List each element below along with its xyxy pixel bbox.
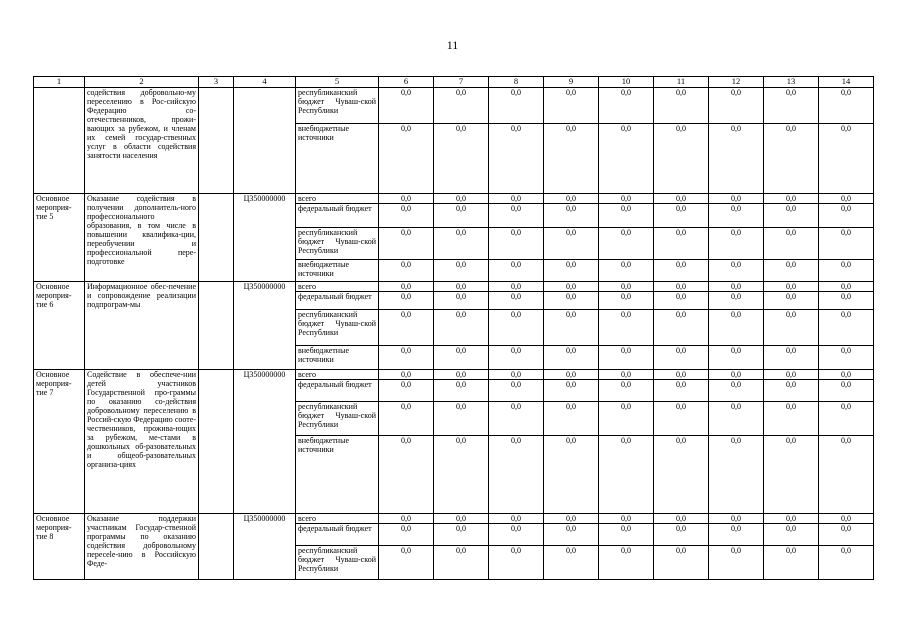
value-cell: 0,0: [379, 310, 434, 346]
value-cell: 0,0: [379, 524, 434, 546]
value-cell: 0,0: [434, 292, 489, 310]
header-row: [34, 77, 874, 88]
value-cell: 0,0: [819, 346, 874, 370]
value-cell: 0,0: [599, 514, 654, 524]
value-cell: 0,0: [379, 436, 434, 514]
funding-source: всего: [296, 194, 379, 204]
value-cell: 0,0: [599, 282, 654, 292]
value-cell: 0,0: [434, 370, 489, 380]
value-cell: 0,0: [764, 370, 819, 380]
value-cell: 0,0: [764, 514, 819, 524]
budget-code: Ц350000000: [234, 194, 296, 282]
empty-cell: [199, 514, 234, 580]
value-cell: 0,0: [819, 88, 874, 124]
column-header: 5: [296, 77, 379, 88]
value-cell: 0,0: [489, 282, 544, 292]
value-cell: 0,0: [709, 204, 764, 228]
value-cell: 0,0: [709, 370, 764, 380]
value-cell: 0,0: [709, 124, 764, 194]
budget-table: [33, 76, 874, 580]
value-cell: 0,0: [489, 546, 544, 580]
value-cell: 0,0: [599, 524, 654, 546]
value-cell: 0,0: [544, 524, 599, 546]
value-cell: 0,0: [764, 260, 819, 282]
column-header: 7: [434, 77, 489, 88]
value-cell: 0,0: [489, 514, 544, 524]
value-cell: 0,0: [544, 204, 599, 228]
page-number: 11: [446, 38, 459, 52]
value-cell: 0,0: [544, 228, 599, 260]
value-cell: 0,0: [544, 194, 599, 204]
value-cell: 0,0: [489, 228, 544, 260]
value-cell: 0,0: [654, 292, 709, 310]
value-cell: 0,0: [764, 124, 819, 194]
value-cell: 0,0: [654, 310, 709, 346]
funding-source: всего: [296, 514, 379, 524]
value-cell: 0,0: [379, 282, 434, 292]
funding-source: республиканский бюджет Чуваш-ской Республики: [296, 310, 379, 346]
value-cell: 0,0: [544, 370, 599, 380]
value-cell: 0,0: [379, 292, 434, 310]
value-cell: 0,0: [489, 346, 544, 370]
value-cell: 0,0: [764, 204, 819, 228]
value-cell: 0,0: [599, 310, 654, 346]
empty-cell: [199, 194, 234, 282]
column-header: 8: [489, 77, 544, 88]
value-cell: 0,0: [489, 292, 544, 310]
value-cell: 0,0: [489, 124, 544, 194]
value-cell: 0,0: [434, 88, 489, 124]
value-cell: 0,0: [599, 380, 654, 402]
value-cell: 0,0: [764, 346, 819, 370]
value-cell: 0,0: [489, 260, 544, 282]
funding-source: федеральный бюджет: [296, 204, 379, 228]
funding-source: всего: [296, 370, 379, 380]
value-cell: 0,0: [489, 204, 544, 228]
value-cell: 0,0: [654, 346, 709, 370]
value-cell: 0,0: [544, 346, 599, 370]
value-cell: 0,0: [544, 282, 599, 292]
value-cell: 0,0: [434, 436, 489, 514]
value-cell: 0,0: [379, 124, 434, 194]
value-cell: 0,0: [544, 260, 599, 282]
value-cell: 0,0: [654, 514, 709, 524]
value-cell: 0,0: [764, 194, 819, 204]
measure-label: Основное мероприя-тие 7: [34, 370, 85, 514]
value-cell: 0,0: [379, 204, 434, 228]
value-cell: 0,0: [709, 228, 764, 260]
column-header: 10: [599, 77, 654, 88]
column-header: 13: [764, 77, 819, 88]
column-header: 4: [234, 77, 296, 88]
funding-source: федеральный бюджет: [296, 380, 379, 402]
value-cell: 0,0: [764, 88, 819, 124]
value-cell: 0,0: [379, 88, 434, 124]
value-cell: 0,0: [654, 260, 709, 282]
value-cell: 0,0: [599, 292, 654, 310]
value-cell: 0,0: [764, 436, 819, 514]
value-cell: 0,0: [544, 546, 599, 580]
value-cell: 0,0: [544, 88, 599, 124]
measure-label: [34, 88, 85, 194]
table-row: [34, 370, 874, 380]
value-cell: 0,0: [709, 292, 764, 310]
value-cell: 0,0: [434, 282, 489, 292]
value-cell: 0,0: [764, 524, 819, 546]
value-cell: 0,0: [489, 88, 544, 124]
table-row: [34, 282, 874, 292]
value-cell: 0,0: [434, 204, 489, 228]
value-cell: 0,0: [489, 370, 544, 380]
value-cell: 0,0: [654, 524, 709, 546]
value-cell: 0,0: [599, 346, 654, 370]
budget-code: Ц350000000: [234, 282, 296, 370]
value-cell: 0,0: [819, 292, 874, 310]
value-cell: 0,0: [489, 194, 544, 204]
value-cell: 0,0: [819, 260, 874, 282]
value-cell: 0,0: [544, 514, 599, 524]
value-cell: 0,0: [379, 194, 434, 204]
value-cell: 0,0: [434, 260, 489, 282]
value-cell: 0,0: [599, 228, 654, 260]
column-header: 6: [379, 77, 434, 88]
value-cell: 0,0: [544, 380, 599, 402]
column-header: 1: [34, 77, 85, 88]
table-row: [34, 194, 874, 204]
funding-source: всего: [296, 282, 379, 292]
funding-source: внебюджетные источники: [296, 436, 379, 514]
column-header: 3: [199, 77, 234, 88]
measure-label: Основное мероприя-тие 5: [34, 194, 85, 282]
value-cell: 0,0: [819, 436, 874, 514]
value-cell: 0,0: [434, 346, 489, 370]
value-cell: 0,0: [434, 194, 489, 204]
value-cell: 0,0: [379, 514, 434, 524]
value-cell: 0,0: [819, 194, 874, 204]
value-cell: 0,0: [434, 514, 489, 524]
value-cell: 0,0: [654, 282, 709, 292]
value-cell: 0,0: [379, 546, 434, 580]
value-cell: 0,0: [544, 292, 599, 310]
measure-name: содействия добровольно-му переселению в Рос-сийскую Федерацию со-отечественников, прожи-вающих за рубежом, и членам их семей государ-ственных услуг в области содействия занятости населения: [85, 88, 199, 194]
value-cell: 0,0: [489, 436, 544, 514]
funding-source: внебюджетные источники: [296, 124, 379, 194]
column-header: 12: [709, 77, 764, 88]
value-cell: 0,0: [599, 402, 654, 436]
value-cell: 0,0: [379, 228, 434, 260]
funding-source: республиканский бюджет Чуваш-ской Республики: [296, 88, 379, 124]
value-cell: 0,0: [599, 260, 654, 282]
value-cell: 0,0: [544, 310, 599, 346]
value-cell: 0,0: [379, 402, 434, 436]
value-cell: 0,0: [819, 204, 874, 228]
value-cell: 0,0: [709, 194, 764, 204]
value-cell: 0,0: [709, 282, 764, 292]
value-cell: 0,0: [709, 346, 764, 370]
measure-name: Информационное обес-печение и сопровождение реализации подпрограм-мы: [85, 282, 199, 370]
table-row: [34, 88, 874, 124]
value-cell: 0,0: [764, 228, 819, 260]
value-cell: 0,0: [654, 228, 709, 260]
value-cell: 0,0: [654, 204, 709, 228]
funding-source: республиканский бюджет Чуваш-ской Республики: [296, 402, 379, 436]
budget-code: Ц350000000: [234, 370, 296, 514]
value-cell: 0,0: [599, 436, 654, 514]
value-cell: 0,0: [379, 380, 434, 402]
value-cell: 0,0: [489, 524, 544, 546]
value-cell: 0,0: [599, 194, 654, 204]
table-row: [34, 514, 874, 524]
value-cell: 0,0: [709, 260, 764, 282]
value-cell: 0,0: [709, 524, 764, 546]
value-cell: 0,0: [764, 402, 819, 436]
value-cell: 0,0: [434, 380, 489, 402]
value-cell: 0,0: [764, 282, 819, 292]
value-cell: 0,0: [654, 380, 709, 402]
value-cell: 0,0: [709, 380, 764, 402]
measure-label: Основное мероприя-тие 6: [34, 282, 85, 370]
value-cell: 0,0: [819, 546, 874, 580]
measure-label: Основное мероприя-тие 8: [34, 514, 85, 580]
value-cell: 0,0: [764, 380, 819, 402]
measure-name: Оказание содействия в получении дополнитель-ного профессионального образования, в том числе в повышении квалифика-ции, переобучении и профессиональной пере-подготовке: [85, 194, 199, 282]
value-cell: 0,0: [434, 524, 489, 546]
value-cell: 0,0: [819, 514, 874, 524]
empty-cell: [199, 370, 234, 514]
value-cell: 0,0: [819, 370, 874, 380]
value-cell: 0,0: [489, 380, 544, 402]
value-cell: 0,0: [434, 546, 489, 580]
value-cell: 0,0: [599, 370, 654, 380]
value-cell: 0,0: [654, 546, 709, 580]
value-cell: 0,0: [819, 124, 874, 194]
value-cell: 0,0: [654, 124, 709, 194]
value-cell: 0,0: [434, 228, 489, 260]
empty-cell: [199, 282, 234, 370]
budget-code: [234, 88, 296, 194]
measure-name: Содействие в обеспече-нии детей участников Государственной про-граммы по оказанию со-действия добровольному переселению в Россий-скую Федерацию сооте-чественников, прожива-ющих за рубежом, ме-стами в дошкольных об-разовательных и общеоб-разовательных организа-циях: [85, 370, 199, 514]
value-cell: 0,0: [709, 514, 764, 524]
value-cell: 0,0: [709, 310, 764, 346]
value-cell: 0,0: [654, 194, 709, 204]
value-cell: 0,0: [654, 402, 709, 436]
budget-code: Ц350000000: [234, 514, 296, 580]
value-cell: 0,0: [819, 524, 874, 546]
funding-source: республиканский бюджет Чуваш-ской Республики: [296, 228, 379, 260]
value-cell: 0,0: [819, 380, 874, 402]
value-cell: 0,0: [434, 402, 489, 436]
funding-source: федеральный бюджет: [296, 292, 379, 310]
value-cell: 0,0: [709, 546, 764, 580]
value-cell: 0,0: [489, 402, 544, 436]
value-cell: 0,0: [599, 204, 654, 228]
empty-cell: [199, 88, 234, 194]
funding-source: внебюджетные источники: [296, 346, 379, 370]
column-header: 11: [654, 77, 709, 88]
value-cell: 0,0: [599, 546, 654, 580]
value-cell: 0,0: [819, 228, 874, 260]
column-header: 9: [544, 77, 599, 88]
measure-name: Оказание поддержки участникам Государ-ственной программы по оказанию содействия добровольному пересele-нию в Российскую Феде-: [85, 514, 199, 580]
value-cell: 0,0: [709, 436, 764, 514]
value-cell: 0,0: [654, 370, 709, 380]
value-cell: 0,0: [544, 402, 599, 436]
value-cell: 0,0: [764, 546, 819, 580]
column-header: 2: [85, 77, 199, 88]
value-cell: 0,0: [434, 310, 489, 346]
column-header: 14: [819, 77, 874, 88]
value-cell: 0,0: [764, 310, 819, 346]
value-cell: 0,0: [709, 402, 764, 436]
value-cell: 0,0: [489, 310, 544, 346]
funding-source: федеральный бюджет: [296, 524, 379, 546]
funding-source: внебюджетные источники: [296, 260, 379, 282]
value-cell: 0,0: [654, 88, 709, 124]
value-cell: 0,0: [764, 292, 819, 310]
value-cell: 0,0: [819, 402, 874, 436]
value-cell: 0,0: [544, 436, 599, 514]
value-cell: 0,0: [379, 346, 434, 370]
value-cell: 0,0: [544, 124, 599, 194]
value-cell: 0,0: [379, 260, 434, 282]
value-cell: 0,0: [599, 124, 654, 194]
value-cell: 0,0: [819, 310, 874, 346]
value-cell: 0,0: [654, 436, 709, 514]
value-cell: 0,0: [599, 88, 654, 124]
value-cell: 0,0: [379, 370, 434, 380]
funding-source: республиканский бюджет Чуваш-ской Республики: [296, 546, 379, 580]
value-cell: 0,0: [819, 282, 874, 292]
value-cell: 0,0: [434, 124, 489, 194]
value-cell: 0,0: [709, 88, 764, 124]
